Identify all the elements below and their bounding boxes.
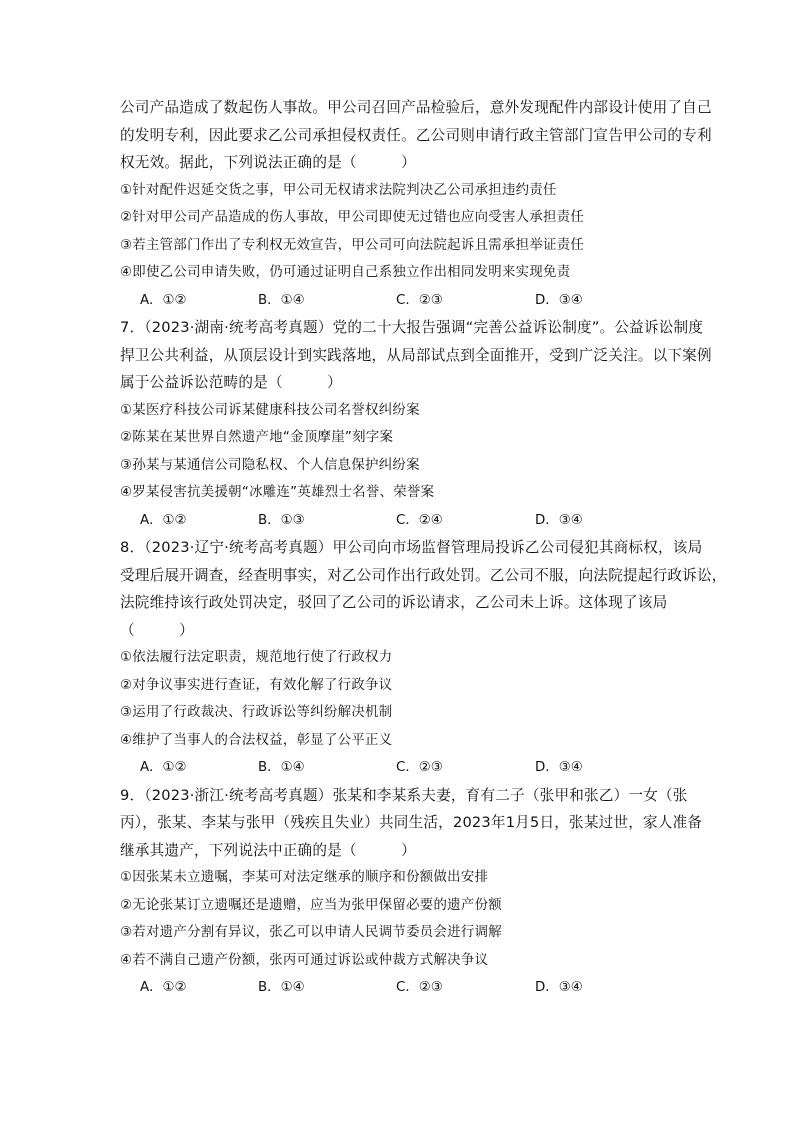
question-6 — [120, 94, 712, 314]
stem-line: 受理后展开调查，经查明事实，对乙公司作出行政处罚。乙公司不服，向法院提起行政诉讼， — [120, 566, 727, 584]
choice-a: A．①② — [140, 760, 187, 775]
stem-line: 丙），张某、李某与张甲（残疾且失业）共同生活，2023年1月5日，张某过世，家人准备 — [120, 814, 703, 831]
choice-d: D．③④ — [535, 980, 583, 995]
question-stem — [120, 94, 712, 177]
choice-c: C．②③ — [396, 292, 443, 308]
choice-c: C．②④ — [396, 512, 443, 528]
statement-2: ②陈某在某世界自然遗产地“金顶摩崖”刻字案 — [120, 430, 394, 445]
choice-b: B．①④ — [258, 760, 305, 775]
question-stem — [120, 782, 703, 865]
stem-line: 8．（2023·辽宁·统考高考真题）甲公司向市场监督管理局投诉乙公司侵犯其商标权，该局 — [120, 539, 703, 556]
answer-choices — [120, 974, 680, 1002]
choice-d: D．③④ — [535, 292, 583, 308]
choice-d: D．③④ — [535, 512, 583, 528]
choice-a: A．①② — [140, 512, 187, 528]
statement-1: ①针对配件迟延交货之事，甲公司无权请求法院判决乙公司承担违约责任 — [120, 182, 557, 198]
statement-4: ④罗某侵害抗美援朝“冰雕连”英雄烈士名誉、荣誉案 — [120, 485, 435, 500]
statement-2: ②无论张某订立遗嘱还是遗赠，应当为张甲保留必要的遗产份额 — [120, 897, 502, 913]
answer-choices — [120, 754, 680, 782]
statement-4: ④即使乙公司申请失败，仍可通过证明自己系独立作出相同发明来实现免责 — [120, 265, 571, 280]
choice-d: D．③④ — [535, 760, 583, 775]
stem-line: 的发明专利，因此要求乙公司承担侵权责任。乙公司则申请行政主管部门宣告甲公司的专利 — [120, 126, 712, 144]
stem-line: 属于公益诉讼范畴的是（ ） — [120, 374, 342, 391]
statement-3: ③若对遗产分割有异议，张乙可以申请人民调节委员会进行调解 — [120, 925, 502, 940]
stem-line: 权无效。据此，下列说法正确的是（ ） — [120, 154, 416, 171]
answer-choices — [120, 287, 680, 315]
stem-line: 法院维持该行政处罚决定，驳回了乙公司的诉讼请求，乙公司未上诉。这体现了该局 — [120, 594, 668, 611]
answer-choices — [120, 507, 680, 535]
statement-2: ②对争议事实进行查证，有效化解了行政争议 — [120, 677, 393, 693]
choice-a: A．①② — [140, 292, 187, 308]
stem-line: 继承其遗产，下列说法中正确的是（ ） — [120, 841, 416, 859]
statement-1: ①依法履行法定职责，规范地行使了行政权力 — [120, 650, 393, 665]
statement-3: ③运用了行政裁决、行政诉讼等纠纷解决机制 — [120, 705, 393, 720]
question-stem — [120, 534, 727, 644]
statement-2: ②针对甲公司产品造成的伤人事故，甲公司即使无过错也应向受害人承担责任 — [120, 210, 585, 225]
statement-1: ①某医疗科技公司诉某健康科技公司名誉权纠纷案 — [120, 402, 420, 418]
statement-4: ④维护了当事人的合法权益，彰显了公平正义 — [120, 732, 393, 748]
choice-a: A．①② — [140, 980, 187, 995]
choice-b: B．①④ — [258, 980, 305, 995]
choice-c: C．②③ — [396, 760, 443, 775]
stem-line: （ ） — [120, 621, 194, 639]
stem-line: 公司产品造成了数起伤人事故。甲公司召回产品检验后，意外发现配件内部设计使用了自己 — [120, 99, 712, 116]
statement-1: ①因张某未立遗嘱，李某可对法定继承的顺序和份额做出安排 — [120, 870, 489, 885]
stem-line: 7．（2023·湖南·统考高考真题）党的二十大报告强调“完善公益诉讼制度”。公益诉讼制度 — [120, 319, 704, 336]
question-9 — [120, 782, 703, 1002]
question-7 — [120, 314, 712, 534]
question-stem — [120, 314, 712, 397]
stem-line: 捍卫公共利益，从顶层设计到实践落地，从局部试点到全面推开，受到广泛关注。以下案例 — [120, 346, 712, 364]
statement-3: ③孙某与某通信公司隐私权、个人信息保护纠纷案 — [120, 457, 420, 473]
statement-4: ④若不满自己遗产份额，张丙可通过诉讼或仲裁方式解决争议 — [120, 952, 489, 968]
choice-b: B．①④ — [258, 292, 305, 308]
choice-b: B．①③ — [258, 512, 305, 528]
choice-c: C．②③ — [396, 980, 443, 995]
question-8 — [120, 534, 727, 782]
statement-3: ③若主管部门作出了专利权无效宣告，甲公司可向法院起诉且需承担举证责任 — [120, 237, 585, 253]
stem-line: 9．（2023·浙江·统考高考真题）张某和李某系夫妻，育有二子（张甲和张乙）一女（张 — [120, 786, 688, 804]
page-content — [120, 94, 727, 1002]
